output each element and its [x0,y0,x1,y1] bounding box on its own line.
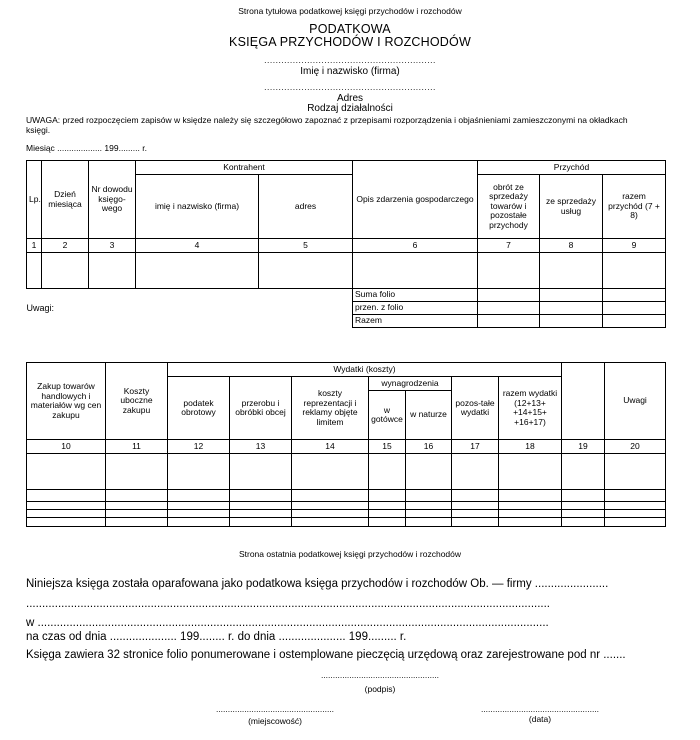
header-doc-no: Nr dowodu księgo-wego [89,161,136,239]
entry-cell[interactable] [603,315,666,328]
warning-line2: księgi. [26,125,51,135]
header-salaries: wynagrodzenia [369,377,452,391]
entry-cell[interactable] [603,302,666,315]
header-total-expenses: razem wydatki (12+13+ +14+15+ +16+17) [499,377,562,440]
entry-cell[interactable] [605,490,666,502]
entry-cell[interactable] [27,454,106,490]
entry-cell[interactable] [106,518,168,527]
entry-cell[interactable] [562,502,605,510]
entry-cell[interactable] [27,253,42,289]
entry-cell[interactable] [168,518,230,527]
entry-cell[interactable] [406,518,452,527]
entry-cell[interactable] [27,490,106,502]
date-label: (data) [528,714,552,724]
entry-cell[interactable] [292,454,369,490]
table-row [27,518,666,527]
col-number: 13 [230,440,292,454]
entry-cell[interactable] [562,490,605,502]
entry-cell[interactable] [353,253,478,289]
parafa-line5: Księga zawiera 32 stronice folio ponumerowane i ostemplowane pieczęcią urzędową oraz zarejestrowane pod nr ....... [26,649,626,661]
remarks-label: Uwagi: [26,302,55,313]
col-number: 18 [499,440,562,454]
col-number: 5 [259,239,353,253]
entry-cell[interactable] [478,315,540,328]
table-row [27,510,666,518]
entry-cell[interactable] [478,302,540,315]
entry-cell[interactable] [168,454,230,490]
income-table [26,160,666,328]
title-line1: PODATKOWA [309,22,391,36]
entry-cell[interactable] [369,510,406,518]
entry-cell[interactable] [452,490,499,502]
entry-cell[interactable] [27,502,106,510]
entry-cell[interactable] [540,302,603,315]
header-address: adres [259,175,353,239]
parafa-line1: Niniejsza księga została oparafowana jako podatkowa księga przychodów i rozchodów Ob. — firmy ....................... [26,578,609,590]
col-number: 8 [540,239,603,253]
entry-cell[interactable] [292,502,369,510]
entry-cell[interactable] [230,518,292,527]
entry-cell[interactable] [540,253,603,289]
col-number: 11 [106,440,168,454]
month-line: Miesiąc ................... 199......... r. [26,143,147,153]
signature-dots: .................................................. [320,670,440,680]
expenses-table [26,362,666,527]
parafa-line3: w ................................................................................................................................................................ [26,617,549,629]
entry-cell[interactable] [452,502,499,510]
col-number: 1 [27,239,42,253]
entry-cell[interactable] [406,490,452,502]
col-number: 2 [42,239,89,253]
activity-label: Rodzaj działalności [307,103,393,114]
table-row [27,502,666,510]
entry-cell[interactable] [499,502,562,510]
col-number: 15 [369,440,406,454]
col-number: 16 [406,440,452,454]
entry-cell[interactable] [406,502,452,510]
header-lp: Lp. [27,161,42,239]
place-label: (miejscowość) [248,716,302,726]
entry-cell[interactable] [499,518,562,527]
col-number: 19 [562,440,605,454]
entry-cell[interactable] [540,315,603,328]
name-label: Imię i nazwisko (firma) [300,66,400,77]
entry-cell[interactable] [42,253,89,289]
carried-label: przen. z folio [353,302,478,315]
entry-cell[interactable] [603,253,666,289]
header-other: pozos-tałe wydatki [452,377,499,440]
page-caption-title: Strona tytułowa podatkowej księgi przychodów i rozchodów [238,6,462,16]
entry-cell[interactable] [499,490,562,502]
entry-cell[interactable] [452,518,499,527]
header-processing: przerobu i obróbki obcej [230,377,292,440]
entry-cell[interactable] [292,518,369,527]
entry-cell[interactable] [168,502,230,510]
entry-cell[interactable] [605,518,666,527]
column-numbers-row [27,239,666,253]
entry-cell[interactable] [478,289,540,302]
header-kind: w naturze [406,391,452,440]
entry-cell[interactable] [259,253,353,289]
entry-cell[interactable] [562,518,605,527]
header-purchase: Zakup towarów handlowych i materiałów wg cen zakupu [27,363,106,440]
total-label: Razem [353,315,478,328]
column-numbers-row [27,440,666,454]
entry-cell[interactable] [106,454,168,490]
entry-cell[interactable] [89,253,136,289]
col-number: 4 [136,239,259,253]
entry-cell[interactable] [230,502,292,510]
header-representation: koszty reprezentacji i reklamy objęte limitem [292,377,369,440]
sum-folio-row [27,289,666,302]
entry-cell[interactable] [369,518,406,527]
entry-cell[interactable] [605,502,666,510]
header-name: imię i nazwisko (firma) [136,175,259,239]
parafa-line2: .................................................................................................................................................................... [26,598,550,610]
header-col19 [562,363,605,440]
entry-cell[interactable] [369,490,406,502]
header-event: Opis zdarzenia gospodarczego [353,161,478,239]
entry-cell[interactable] [562,510,605,518]
header-goods: obrót ze sprzedaży towarów i pozostałe przychody [478,175,540,239]
header-side-costs: Koszty uboczne zakupu [106,363,168,440]
table-row [27,490,666,502]
entry-cell[interactable] [27,518,106,527]
entry-cell[interactable] [499,454,562,490]
entry-cell[interactable] [605,454,666,490]
title-line2: KSIĘGA PRZYCHODÓW I ROZCHODÓW [229,35,471,49]
entry-cell[interactable] [106,490,168,502]
col-number: 20 [605,440,666,454]
name-dots: ............................................................ [264,55,436,65]
col-number: 12 [168,440,230,454]
entry-cell[interactable] [230,490,292,502]
entry-cell[interactable] [603,289,666,302]
col-number: 3 [89,239,136,253]
col-number: 7 [478,239,540,253]
col-number: 17 [452,440,499,454]
entry-cell[interactable] [478,253,540,289]
table-row [27,454,666,490]
parafa-line4: na czas od dnia ..................... 199........ r. do dnia ..................... 199......... r. [26,631,407,643]
entry-cell[interactable] [106,502,168,510]
entry-cell[interactable] [499,510,562,518]
entry-cell[interactable] [605,510,666,518]
entry-cell[interactable] [540,289,603,302]
address-dots: ............................................................ [264,82,436,92]
header-remarks: Uwagi [605,363,666,440]
entry-cell[interactable] [292,490,369,502]
address-label: Adres [336,93,364,104]
page-caption-last: Strona ostatnia podatkowej księgi przychodów i rozchodów [238,549,462,559]
header-total-income: razem przychód (7 + 8) [603,175,666,239]
entry-cell[interactable] [230,454,292,490]
header-contractor: Kontrahent [136,161,353,175]
entry-cell[interactable] [406,454,452,490]
warning-line1: UWAGA: przed rozpoczęciem zapisów w księdze należy się szczegółowo zapoznać z przepisami rozporządzenia i objaśnieniami zamieszczonymi na okładkach [26,115,628,125]
entry-cell[interactable] [230,510,292,518]
col-number: 14 [292,440,369,454]
col-number: 10 [27,440,106,454]
place-dots: .................................................. [215,704,335,714]
entry-cell[interactable] [168,510,230,518]
header-day: Dzień miesiąca [42,161,89,239]
signature-label: (podpis) [364,684,396,694]
entry-cell[interactable] [406,510,452,518]
date-dots: .................................................. [480,704,600,714]
header-cash: w gotówce [369,391,406,440]
header-expenses: Wydatki (koszty) [168,363,562,377]
col-number: 9 [603,239,666,253]
entry-cell[interactable] [452,454,499,490]
entry-cell[interactable] [292,510,369,518]
header-services: ze sprzedaży usług [540,175,603,239]
entry-cell[interactable] [27,510,106,518]
entry-cell[interactable] [136,253,259,289]
header-tax: podatek obrotowy [168,377,230,440]
sum-folio-label: Suma folio [353,289,478,302]
entry-cell[interactable] [168,490,230,502]
entry-cell[interactable] [369,454,406,490]
entry-cell[interactable] [452,510,499,518]
header-income: Przychód [478,161,666,175]
entry-cell[interactable] [562,454,605,490]
col-number: 6 [353,239,478,253]
table-row [27,253,666,289]
entry-cell[interactable] [369,502,406,510]
entry-cell[interactable] [106,510,168,518]
